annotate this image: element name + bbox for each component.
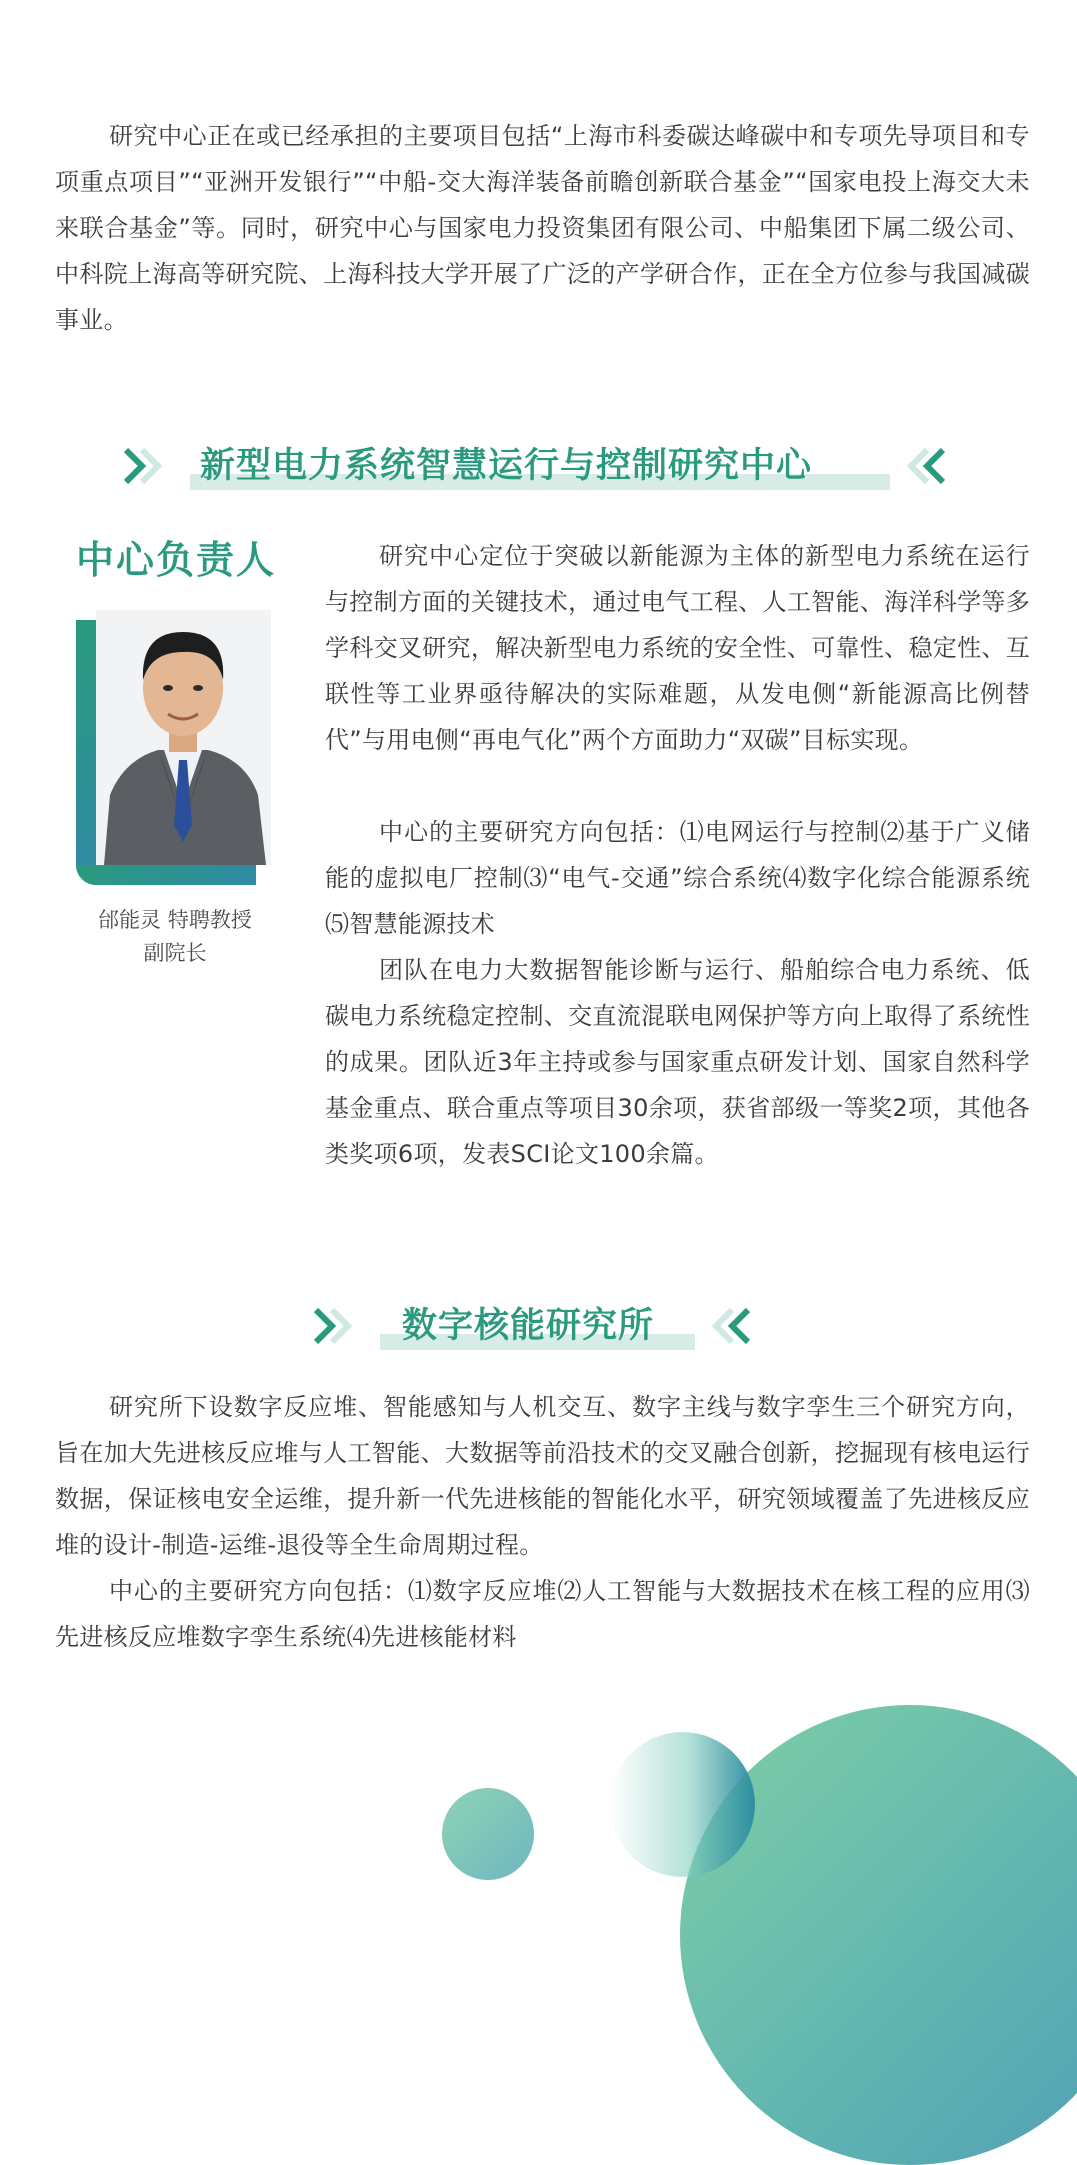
section1-heading <box>120 436 960 496</box>
leader-role: 副院长 <box>143 941 207 965</box>
photo-accent-bottom <box>76 865 256 885</box>
section1-paragraph-2: 中心的主要研究方向包括：⑴电网运行与控制⑵基于广义储能的虚拟电厂控制⑶“电气-交通”综合系统⑷数字化综合能源系统⑸智慧能源技术 <box>325 818 1030 938</box>
section2-paragraph-1: 研究所下设数字反应堆、智能感知与人机交互、数字主线与数字孪生三个研究方向，旨在加大先进核反应堆与人工智能、大数据等前沿技术的交叉融合创新，挖掘现有核电运行数据，保证核电安全运维，提升新一代先进核能的智能化水平，研究领域覆盖了先进核反应堆的设计-制造-运维-退役等全生命周期过程。 <box>55 1393 1030 1559</box>
photo-accent-bar <box>76 620 96 885</box>
intro-paragraph: 研究中心正在或已经承担的主要项目包括“上海市科委碳达峰碳中和专项先导项目和专项重点项目”“亚洲开发银行”“中船-交大海洋装备前瞻创新联合基金”“国家电投上海交大未来联合基金”等。同时，研究中心与国家电力投资集团有限公司、中船集团下属二级公司、中科院上海高等研究院、上海科技大学开展了广泛的产学研合作，正在全方位参与我国减碳事业。 <box>55 122 1030 334</box>
leader-label: 中心负责人 <box>76 538 277 582</box>
leader-photo <box>96 610 271 865</box>
section1-paragraph-1: 研究中心定位于突破以新能源为主体的新型电力系统在运行与控制方面的关键技术，通过电气工程、人工智能、海洋科学等多学科交叉研究，解决新型电力系统的安全性、可靠性、稳定性、互联性等工业界亟待解决的实际难题，从发电侧“新能源高比例替代”与用电侧“再电气化”两个方面助力“双碳”目标实现。 <box>325 542 1030 754</box>
decorative-circle-small <box>442 1788 534 1880</box>
decorative-circle-medium <box>610 1732 755 1877</box>
double-chevron-right-icon <box>310 1304 354 1348</box>
section2-paragraph-2: 中心的主要研究方向包括：⑴数字反应堆⑵人工智能与大数据技术在核工程的应用⑶先进核反应堆数字孪生系统⑷先进核能材料 <box>55 1577 1030 1651</box>
leader-name: 邰能灵 特聘教授 <box>98 908 252 932</box>
double-chevron-right-icon <box>120 444 164 488</box>
section1-title: 新型电力系统智慧运行与控制研究中心 <box>200 446 813 486</box>
section2-heading <box>310 1296 770 1356</box>
person-portrait-icon <box>96 610 271 865</box>
section1-paragraph-3: 团队在电力大数据智能诊断与运行、船舶综合电力系统、低碳电力系统稳定控制、交直流混联电网保护等方向上取得了系统性的成果。团队近3年主持或参与国家重点研发计划、国家自然科学基金重点、联合重点等项目30余项，获省部级一等奖2项，其他各类奖项6项，发表SCI论文100余篇。 <box>325 956 1030 1168</box>
leader-photo-frame <box>76 610 276 885</box>
double-chevron-left-icon <box>905 444 949 488</box>
section2-title: 数字核能研究所 <box>402 1306 655 1346</box>
double-chevron-left-icon <box>710 1304 754 1348</box>
